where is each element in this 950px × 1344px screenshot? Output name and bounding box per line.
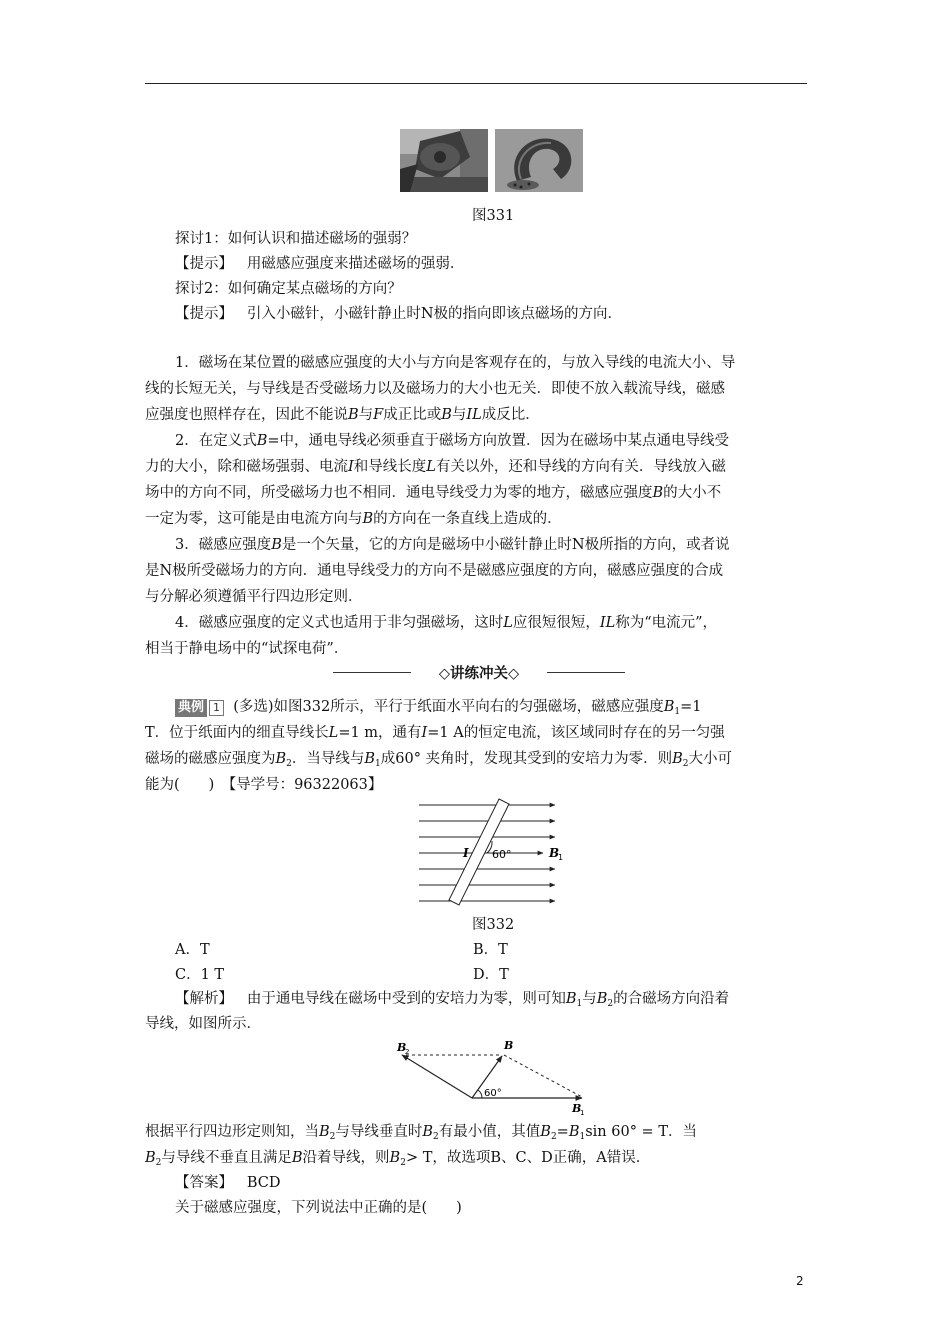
figure-332-diagram <box>415 797 575 907</box>
example-badge-number: 1 <box>209 700 224 716</box>
label-B: B <box>504 1039 514 1052</box>
conclusion-line-2: $B_2$与导线不垂直且满足B沿着导线，则$B_2> T$，故选项B、C、D正确，A错误． <box>145 1150 651 1168</box>
point-4-line-1: 4．磁感应强度的定义式也适用于非匀强磁场，这时L应很短很短，IL称为“电流元”， <box>175 615 718 631</box>
label-angle-vec: 60° <box>484 1088 502 1099</box>
figure-331-caption: 图331 <box>472 208 515 224</box>
discussion-q1: 探讨1：如何认识和描述磁场的强弱？ <box>175 231 417 247</box>
example-line-2: T．位于纸面内的细直导线长L=1 m，通有I=1 A的恒定电流，该区域同时存在的另一匀强 <box>145 725 725 741</box>
photo-horseshoe-magnet <box>495 129 583 192</box>
label-B1: B <box>549 846 560 860</box>
point-4-line-2: 相当于静电场中的“试探电荷”． <box>145 641 349 657</box>
hint-text: 引入小磁针，小磁针静止时N极的指向即该点磁场的方向． <box>246 306 623 322</box>
label-I: I <box>463 846 469 860</box>
answer-value: BCD <box>246 1175 281 1191</box>
option-b[interactable]: B．T <box>473 942 508 958</box>
discussion-hint-2 <box>175 304 840 324</box>
section-heading <box>333 661 625 683</box>
analysis-line-1: 【解析】 由于通电导线在磁场中受到的安培力为零，则可知$B_1$与$B_2$的合磁场方向沿着 <box>175 991 730 1009</box>
discussion-q2: 探讨2：如何确定某点磁场的方向？ <box>175 281 402 297</box>
point-3-line-3: 与分解必须遵循平行四边形定则． <box>145 589 363 605</box>
discussion-hint-1 <box>175 254 840 274</box>
header-rule <box>145 83 807 84</box>
example-badge: 典例 <box>175 699 207 717</box>
option-a[interactable]: A．T <box>175 942 210 958</box>
option-c[interactable]: C．1 T <box>175 967 225 983</box>
hint-label: 【提示】 <box>175 306 233 322</box>
label-B2-sub: 2 <box>405 1048 410 1056</box>
example-line-3: 磁场的磁感应强度为$B_2$．当导线与$B_1$成60° 夹角时，发现其受到的安培力为零．则$B_2$大小可 <box>145 751 732 769</box>
point-2-line-3: 场中的方向不同，所受磁场力也不相同．通电导线受力为零的地方，磁感应强度B的大小不 <box>145 485 722 501</box>
next-question: 关于磁感应强度，下列说法中正确的是( ) <box>175 1200 462 1216</box>
hint-label: 【提示】 <box>175 256 233 272</box>
point-3-line-1: 3．磁感应强度B是一个矢量，它的方向是磁场中小磁针静止时N极所指的方向，或者说 <box>175 537 730 553</box>
label-B1-sub: 1 <box>558 853 564 862</box>
section-heading-text: ◇讲练冲关◇ <box>438 666 520 682</box>
analysis-line-2: 导线，如图所示． <box>145 1016 261 1032</box>
hint-text: 用磁感应强度来描述磁场的强弱． <box>246 256 465 272</box>
conclusion-line-1: 根据平行四边形定则知，当$B_2$与导线垂直时$B_2$有最小值，其值$B_2=B_1\sin$ 60° = T．当 <box>145 1124 697 1142</box>
point-2-line-2: 力的大小，除和磁场强弱、电流I和导线长度L有关以外，还和导线的方向有关．导线放入磁 <box>145 459 726 475</box>
vector-diagram <box>392 1036 592 1116</box>
label-B1-vec: B <box>572 1102 582 1115</box>
label-angle: 60° <box>492 848 512 861</box>
point-2-line-1: 2．在定义式B=中，通电导线必须垂直于磁场方向放置．因为在磁场中某点通电导线受 <box>175 433 730 449</box>
label-B2: B <box>397 1041 407 1054</box>
page-number: 2 <box>796 1274 804 1288</box>
point-1-line-1: 1．磁场在某位置的磁感应强度的大小与方向是客观存在的，与放入导线的电流大小、导 <box>175 355 736 371</box>
figure-332-caption: 图332 <box>472 917 515 933</box>
example-line-4: 能为( ) 【导学号：96322063】 <box>145 777 383 793</box>
point-1-line-2: 线的长短无关，与导线是否受磁场力以及磁场力的大小也无关．即使不放入载流导线，磁感 <box>145 381 725 397</box>
photo-crane-electromagnet <box>400 129 488 192</box>
option-d[interactable]: D．T <box>473 967 509 983</box>
point-1-line-3: 应强度也照样存在，因此不能说B与F成正比或B与IL成反比． <box>145 407 540 423</box>
label-B1-vec-sub: 1 <box>580 1109 585 1116</box>
point-2-line-4: 一定为零，这可能是由电流方向与B的方向在一条直线上造成的． <box>145 511 562 527</box>
answer-line <box>175 1173 840 1193</box>
example-line-1: 典例 1 (多选)如图332所示，平行于纸面水平向右的匀强磁场，磁感应强度$B_1=1$ <box>175 697 840 722</box>
analysis-label: 【解析】 <box>175 991 233 1007</box>
answer-label: 【答案】 <box>175 1175 233 1191</box>
point-3-line-2: 是N极所受磁场力的方向．通电导线受力的方向不是磁感应强度的方向，磁感应强度的合成 <box>145 563 724 579</box>
